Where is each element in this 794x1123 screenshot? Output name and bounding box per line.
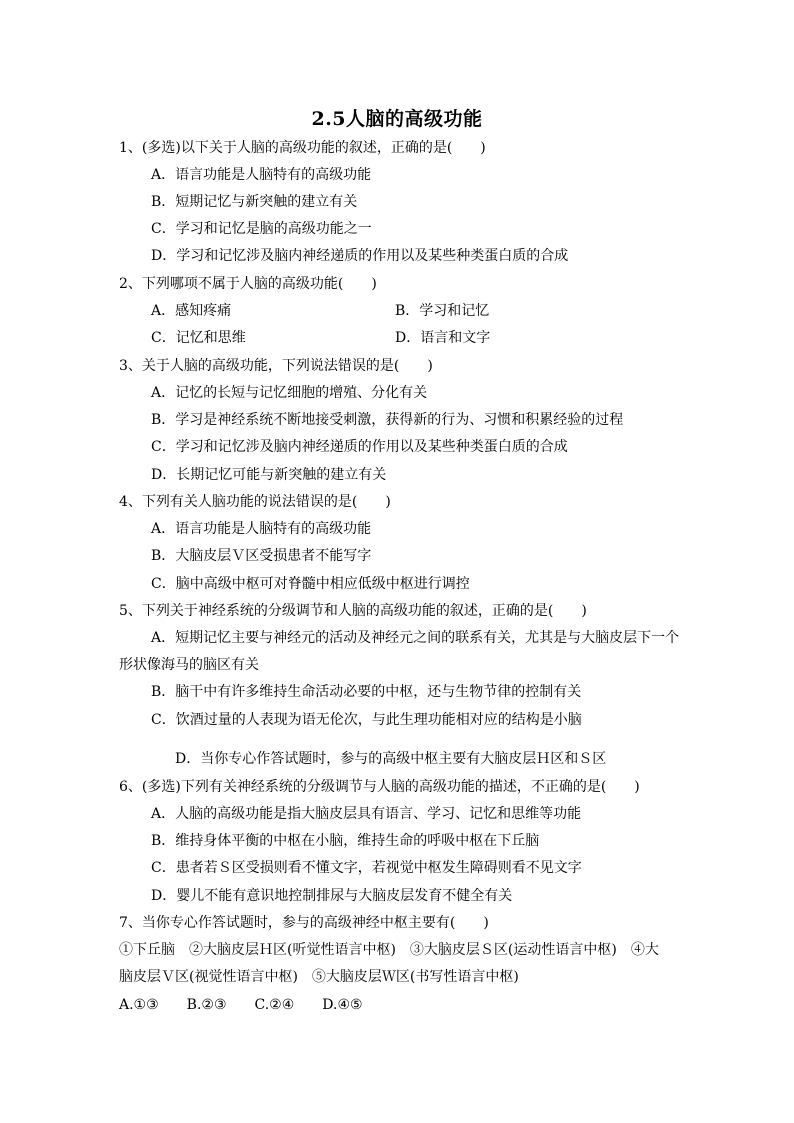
question-6-option-d: D．婴儿不能有意识地控制排尿与大脑皮层发育不健全有关 xyxy=(151,888,513,904)
question-2-option-c: C．记忆和思维 xyxy=(151,330,246,346)
question-2-option-b: B．学习和记忆 xyxy=(395,303,490,319)
question-1-option-c: C．学习和记忆是脑的高级功能之一 xyxy=(151,221,372,237)
question-4-stem: 4、下列有关人脑功能的说法错误的是( ) xyxy=(119,494,391,510)
question-5-option-d: D．当你专心作答试题时，参与的高级中枢主要有大脑皮层Ｈ区和Ｓ区 xyxy=(175,751,607,767)
question-5-option-c: C．饮酒过量的人表现为语无伦次，与此生理功能相对应的结构是小脑 xyxy=(151,712,582,728)
question-6-stem: 6、(多选)下列有关神经系统的分级调节与人脑的高级功能的描述，不正确的是( ) xyxy=(119,779,640,795)
question-2-option-d: D．语言和文字 xyxy=(395,330,491,346)
question-7-stem: 7、当你专心作答试题时，参与的高级神经中枢主要有( ) xyxy=(119,915,489,931)
question-6-option-b: B．维持身体平衡的中枢在小脑，维持生命的呼吸中枢在下丘脑 xyxy=(151,833,540,849)
question-6-option-a: A．人脑的高级功能是指大脑皮层具有语言、学习、记忆和思维等功能 xyxy=(151,806,582,822)
question-2-option-a: A．感知疼痛 xyxy=(151,303,232,319)
question-4-option-b: B．大脑皮层Ｖ区受损患者不能写字 xyxy=(151,548,372,564)
question-7-options: A.①③ B.②③ C.②④ D.④⑤ xyxy=(119,997,363,1013)
question-3-option-b: B．学习是神经系统不断地接受刺激，获得新的行为、习惯和积累经验的过程 xyxy=(151,412,624,428)
question-1-stem: 1、(多选)以下关于人脑的高级功能的叙述，正确的是( ) xyxy=(119,140,486,156)
question-3-option-c: C．学习和记忆涉及脑内神经递质的作用以及某些种类蛋白质的合成 xyxy=(151,439,568,455)
question-6-option-c: C．患者若Ｓ区受损则看不懂文字，若视觉中枢发生障碍则看不见文字 xyxy=(151,860,582,876)
question-1-option-b: B．短期记忆与新突触的建立有关 xyxy=(151,194,358,210)
question-5-option-a-line2: 形状像海马的脑区有关 xyxy=(119,657,259,673)
question-5-option-a-line1: A．短期记忆主要与神经元的活动及神经元之间的联系有关，尤其是与大脑皮层下一个 xyxy=(151,630,680,646)
question-3-option-a: A．记忆的长短与记忆细胞的增殖、分化有关 xyxy=(151,385,428,401)
question-7-items-line2: 脑皮层Ｖ区(视觉性语言中枢) ⑤大脑皮层Ｗ区(书写性语言中枢) xyxy=(119,969,519,985)
question-4-option-a: A．语言功能是人脑特有的高级功能 xyxy=(151,521,372,537)
question-2-stem: 2、下列哪项不属于人脑的高级功能( ) xyxy=(119,276,377,292)
question-1-option-a: A．语言功能是人脑特有的高级功能 xyxy=(151,167,372,183)
question-3-stem: 3、关于人脑的高级功能，下列说法错误的是( ) xyxy=(119,358,433,374)
question-5-stem: 5、下列关于神经系统的分级调节和人脑的高级功能的叙述，正确的是( ) xyxy=(119,603,587,619)
question-3-option-d: D．长期记忆可能与新突触的建立有关 xyxy=(151,467,387,483)
question-1-option-d: D．学习和记忆涉及脑内神经递质的作用以及某些种类蛋白质的合成 xyxy=(151,248,569,264)
question-4-option-c: C．脑中高级中枢可对脊髓中相应低级中枢进行调控 xyxy=(151,576,470,592)
page-title: 2.5人脑的高级功能 xyxy=(311,108,483,130)
question-7-items-line1: ①下丘脑 ②大脑皮层Ｈ区(听觉性语言中枢) ③大脑皮层Ｓ区(运动性语言中枢) ④大 xyxy=(119,942,659,958)
question-5-option-b: B．脑干中有许多维持生命活动必要的中枢，还与生物节律的控制有关 xyxy=(151,684,582,700)
